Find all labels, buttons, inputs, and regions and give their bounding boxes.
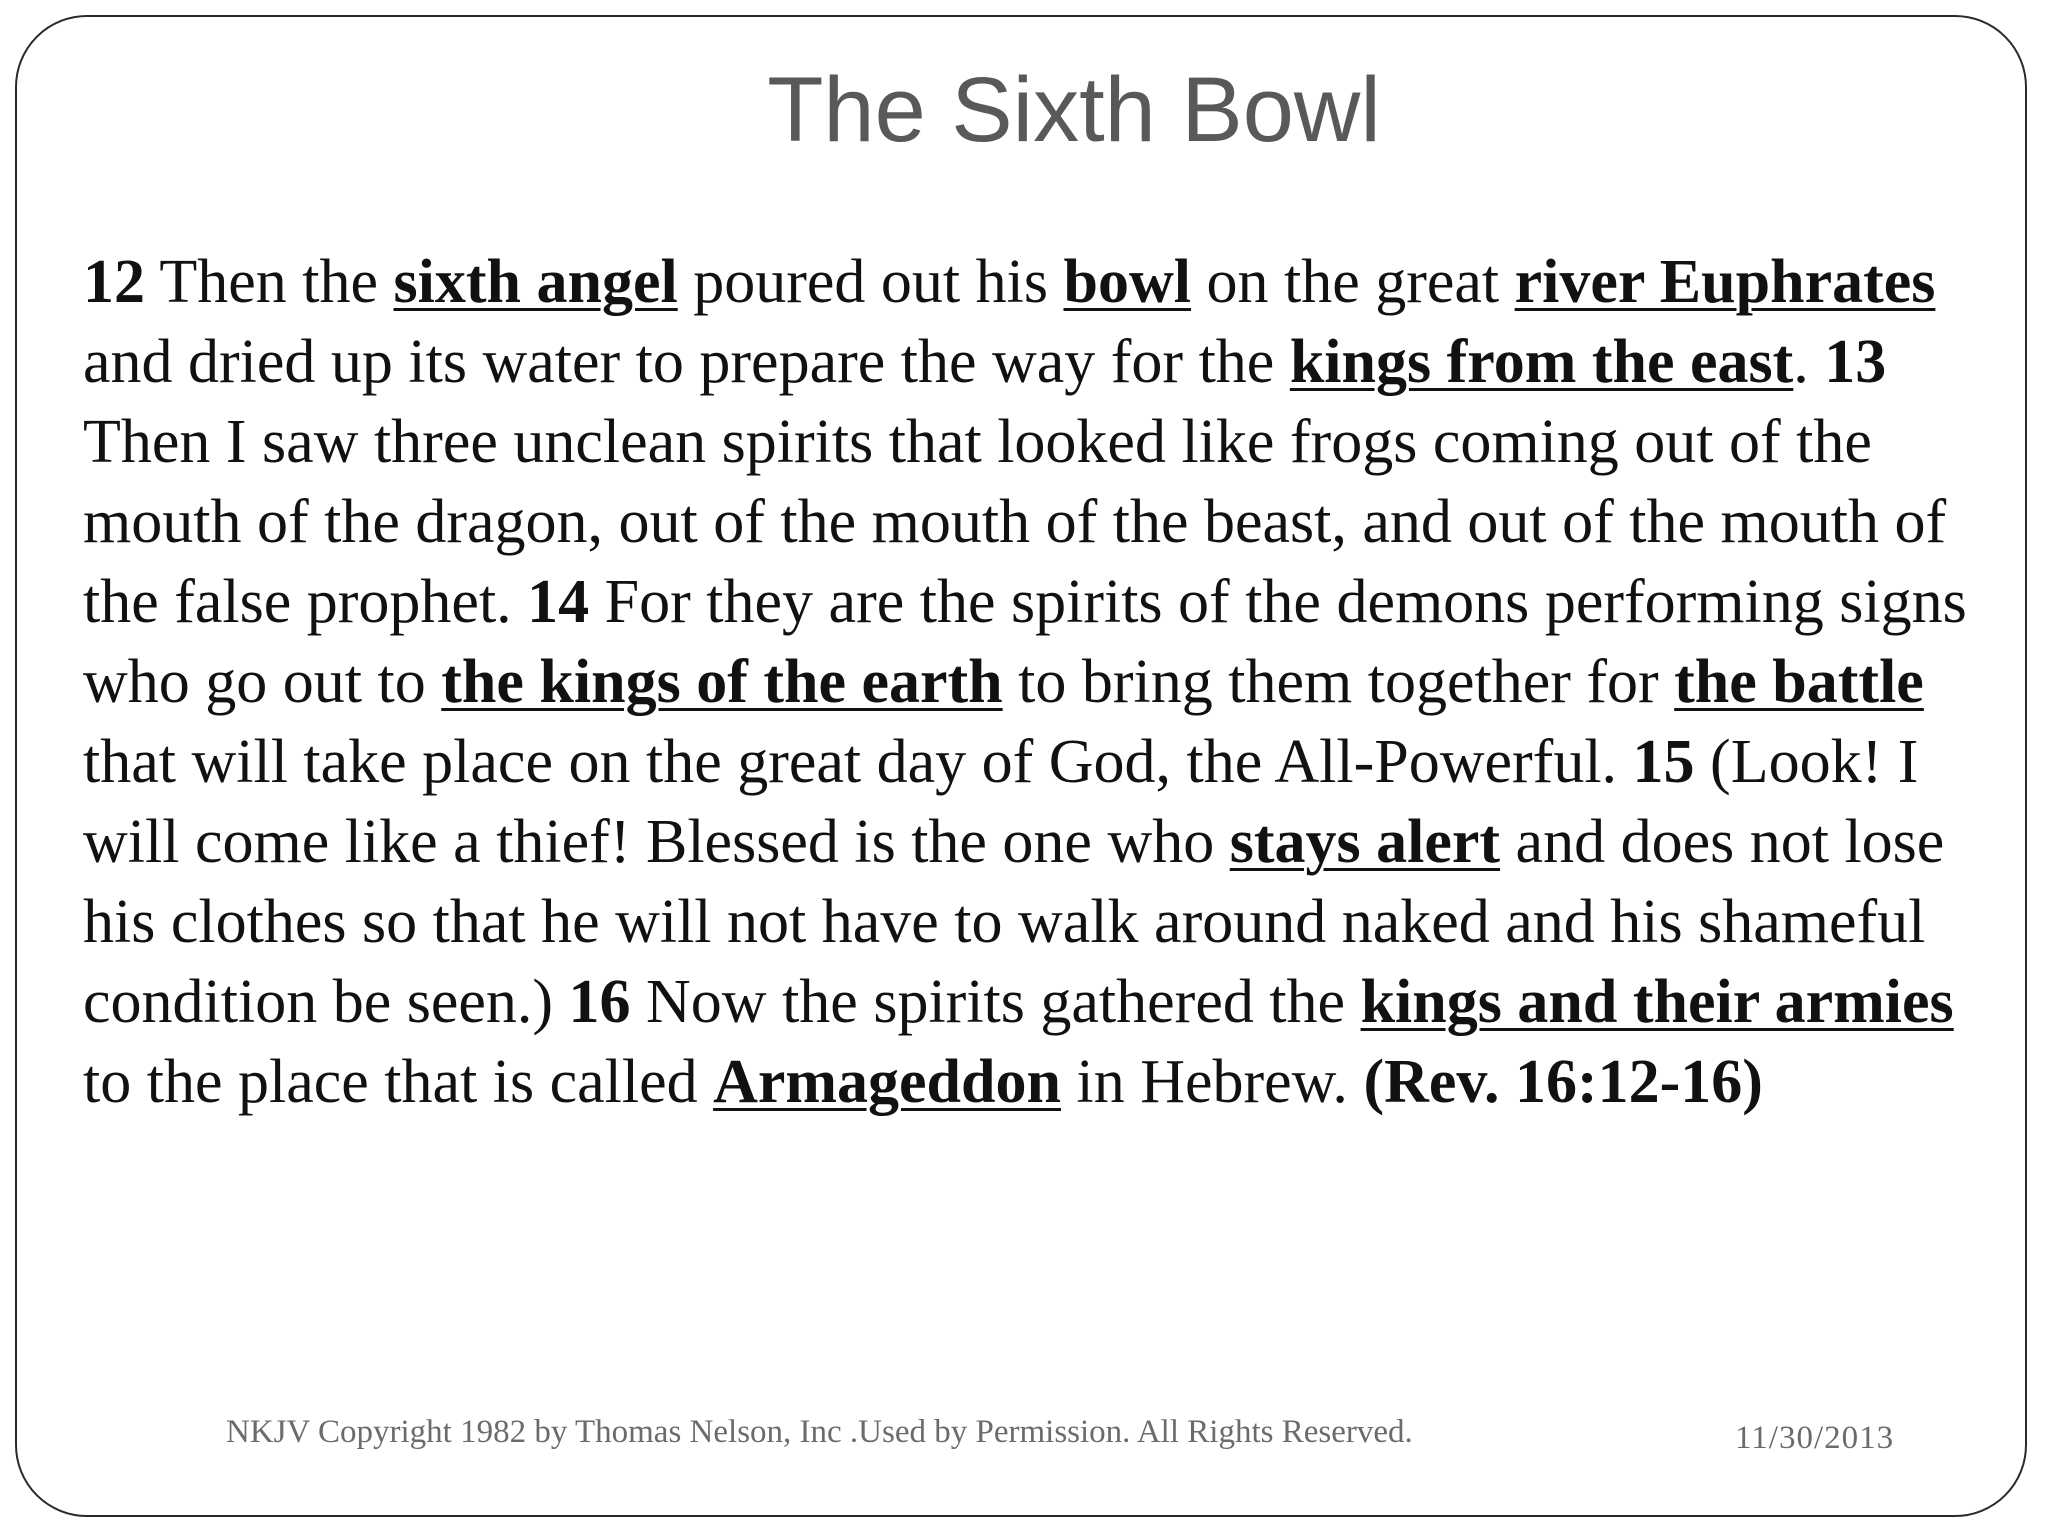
- highlighted-phrase: stays alert: [1229, 808, 1501, 876]
- highlighted-phrase: Armageddon: [713, 1048, 1061, 1116]
- highlighted-phrase: bowl: [1063, 248, 1191, 316]
- passage-text: in Hebrew.: [1061, 1048, 1364, 1116]
- highlighted-phrase: the kings of the earth: [441, 648, 1003, 716]
- passage-text: For they are the spirits of the demons performing signs who go out to: [83, 568, 1967, 716]
- passage-text: Then I saw three unclean spirits that looked like frogs coming out of the mouth of the dragon, out of the mouth of the beast, and out of the mouth of the false prophet.: [83, 408, 1947, 636]
- passage-text: and dried up its water to prepare the way for the: [83, 328, 1290, 396]
- passage-text: that will take place on the great day of God, the All-Powerful.: [83, 728, 1633, 796]
- passage-text: Now the spirits gathered the: [630, 968, 1361, 1036]
- passage-text: and does not lose his clothes so that he will not have to walk around naked and his shameful condition be seen.): [83, 808, 1945, 1036]
- slide-title: The Sixth Bowl: [767, 59, 1381, 161]
- scripture-passage: [83, 242, 1983, 1122]
- highlighted-phrase: kings from the east: [1289, 328, 1794, 396]
- highlighted-phrase: the battle: [1674, 648, 1924, 716]
- verse-number: 14: [527, 568, 590, 636]
- passage-text: Then the: [145, 248, 394, 316]
- verse-number: 15: [1632, 728, 1695, 796]
- passage-text: (Look! I will come like a thief! Blessed is the one who: [83, 728, 1919, 876]
- highlighted-phrase: kings and their armies: [1360, 968, 1954, 1036]
- slide-date: 11/30/2013: [1735, 1420, 1895, 1456]
- verse-number: 12: [83, 248, 145, 316]
- passage-text: to bring them together for: [1002, 648, 1675, 716]
- copyright-footer: NKJV Copyright 1982 by Thomas Nelson, Inc .Used by Permission. All Rights Reserved.: [226, 1414, 1413, 1450]
- passage-text: to the place that is called: [83, 1048, 714, 1116]
- scripture-reference: (Rev. 16:12-16): [1363, 1048, 1763, 1116]
- passage-text: .: [1793, 328, 1825, 396]
- verse-number: 13: [1824, 328, 1887, 396]
- passage-text: on the great: [1190, 248, 1515, 316]
- passage-text: poured out his: [677, 248, 1064, 316]
- highlighted-phrase: river Euphrates: [1514, 248, 1936, 316]
- highlighted-phrase: sixth angel: [393, 248, 678, 316]
- verse-number: 16: [568, 968, 631, 1036]
